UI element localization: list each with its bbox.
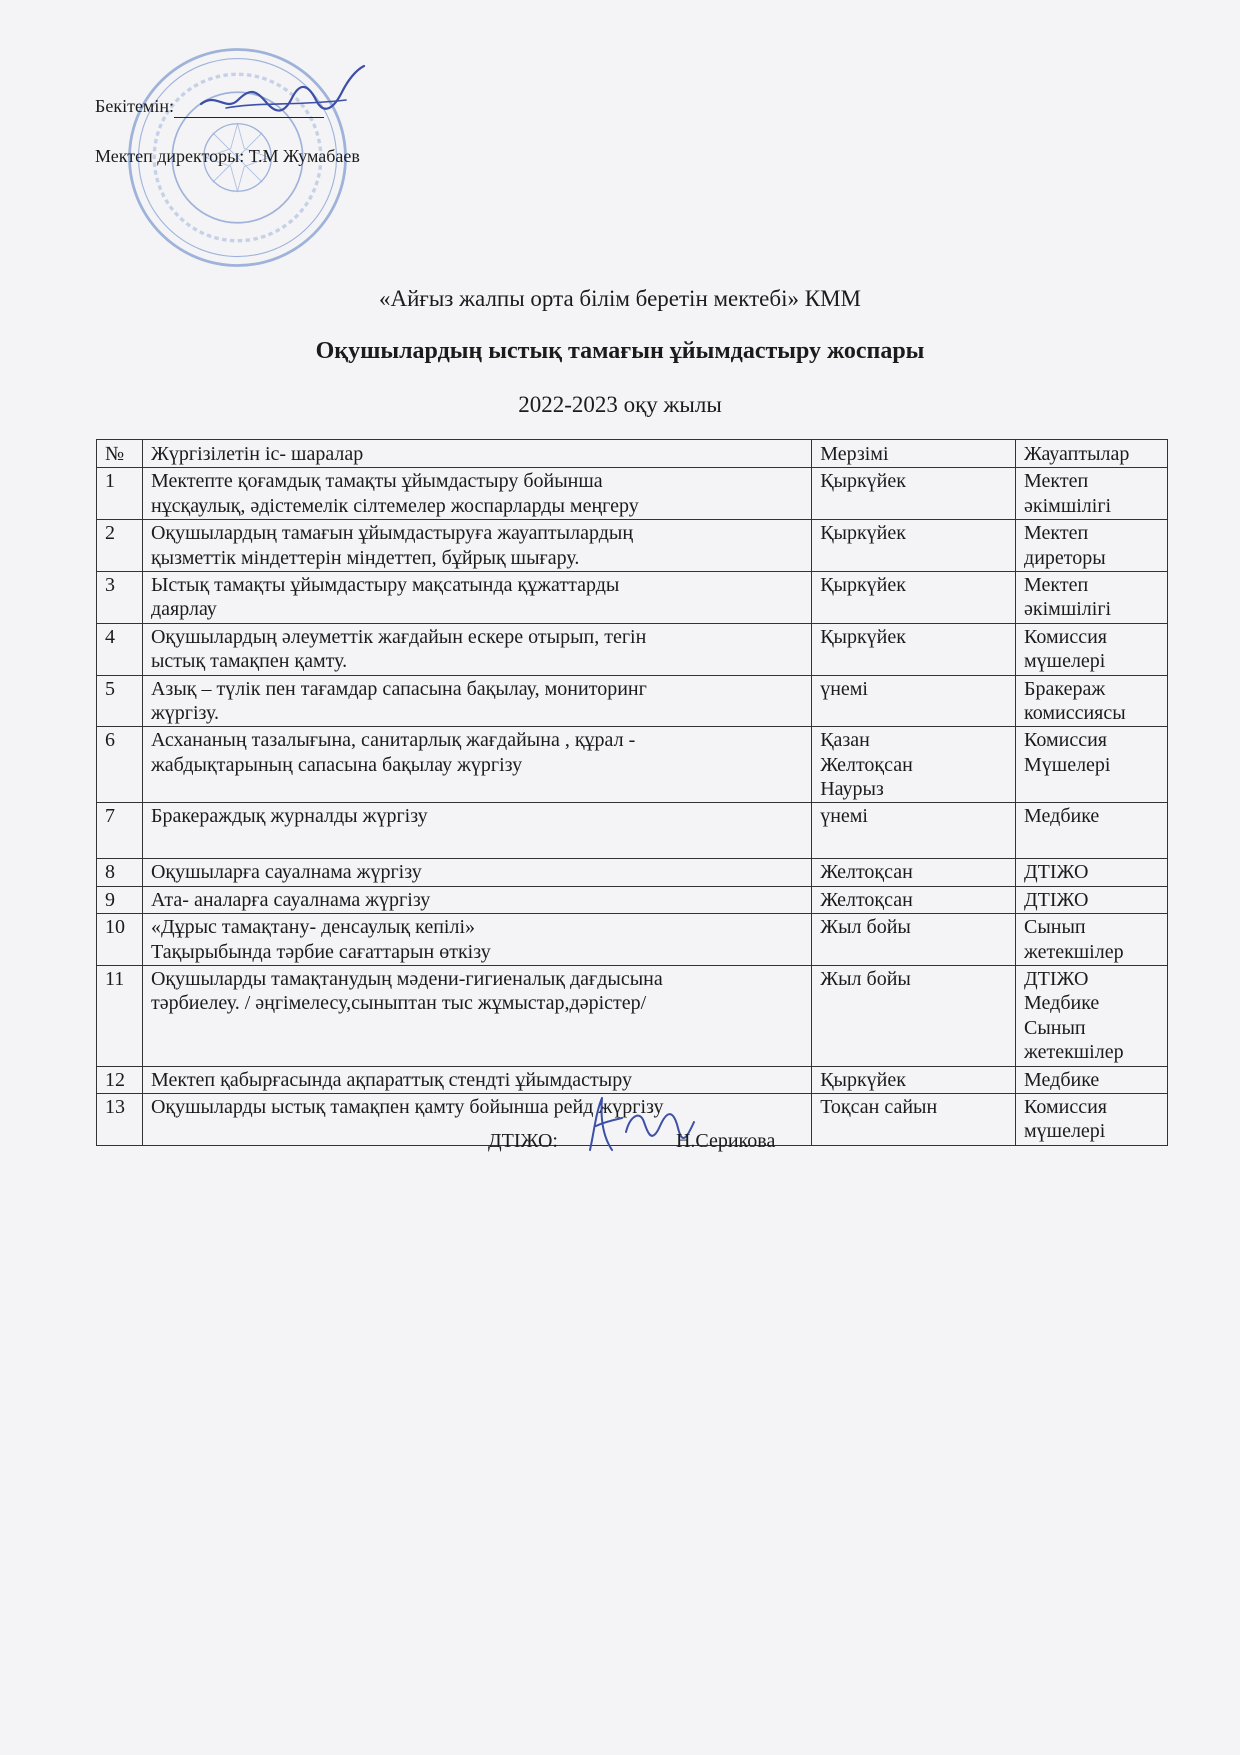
row-number: 1 bbox=[97, 468, 143, 520]
deadline-cell bbox=[812, 859, 1016, 886]
responsible-cell-line: мүшелері bbox=[1024, 650, 1106, 673]
table-row bbox=[97, 468, 1168, 520]
row-number: 7 bbox=[97, 803, 143, 859]
responsible-cell-line: Сынып bbox=[1024, 916, 1086, 939]
responsible-cell-line: Комиссия bbox=[1024, 1095, 1107, 1118]
deadline-cell bbox=[812, 886, 1016, 913]
footer-signoff bbox=[488, 1130, 775, 1153]
responsible-cell bbox=[1016, 727, 1168, 803]
activity-cell bbox=[142, 886, 811, 913]
deadline-cell-line: Жыл бойы bbox=[820, 968, 911, 991]
table-row bbox=[97, 859, 1168, 886]
activity-cell-line: Мектеп қабырғасында ақпараттық стендті ұйымдастыру bbox=[150, 1068, 632, 1091]
activity-cell bbox=[142, 623, 811, 675]
activity-cell bbox=[142, 675, 811, 727]
responsible-cell bbox=[1016, 571, 1168, 623]
responsible-cell-line: Комиссия bbox=[1024, 625, 1107, 648]
table-row bbox=[97, 520, 1168, 572]
responsible-cell-line: Мектеп bbox=[1024, 573, 1089, 596]
activity-cell-line: Оқушыларға сауалнама жүргізу bbox=[150, 861, 422, 884]
table-row bbox=[97, 675, 1168, 727]
deadline-cell bbox=[812, 803, 1016, 859]
activity-cell-line: Оқушыларды тамақтанудың мәдени-гигиеналық дағдысына bbox=[150, 968, 663, 991]
activity-cell bbox=[142, 803, 811, 859]
table-row bbox=[97, 914, 1168, 966]
activity-cell bbox=[142, 966, 811, 1067]
deadline-cell bbox=[812, 727, 1016, 803]
responsible-cell-line: Комиссия bbox=[1024, 729, 1107, 752]
responsible-cell bbox=[1016, 675, 1168, 727]
activity-cell bbox=[142, 727, 811, 803]
responsible-cell-line: мүшелері bbox=[1024, 1120, 1106, 1143]
deadline-cell-line: Қыркүйек bbox=[820, 1068, 906, 1091]
document-title: Оқушылардың ыстық тамағын ұйымдастыру жоспары bbox=[315, 338, 925, 364]
activity-cell-line: қызметтік міндеттерін міндеттеп, бұйрық шығару. bbox=[150, 546, 580, 569]
approve-label: Бекітемін: bbox=[95, 96, 174, 116]
responsible-cell bbox=[1016, 623, 1168, 675]
table-row bbox=[97, 727, 1168, 803]
activity-cell bbox=[142, 859, 811, 886]
responsible-cell-line: әкімшілігі bbox=[1024, 494, 1112, 517]
column-header-deadline: Мерзімі bbox=[812, 440, 1016, 468]
responsible-cell bbox=[1016, 803, 1168, 859]
deadline-cell bbox=[812, 520, 1016, 572]
activity-cell-line: тәрбиелеу. / әңгімелесу,сыныптан тыс жұмыстар,дәрістер/ bbox=[150, 992, 647, 1015]
deadline-cell-line: Қыркүйек bbox=[820, 573, 906, 596]
table-row bbox=[97, 886, 1168, 913]
row-number: 10 bbox=[97, 914, 143, 966]
academic-year: 2022-2023 оқу жылы bbox=[518, 392, 722, 417]
footer-signer-name: Н.Серикова bbox=[675, 1130, 776, 1152]
responsible-cell bbox=[1016, 1066, 1168, 1093]
table-row bbox=[97, 623, 1168, 675]
deadline-cell-line: Наурыз bbox=[820, 778, 884, 801]
activity-cell-line: жүргізу. bbox=[150, 701, 220, 724]
deadline-cell-line: Желтоқсан bbox=[820, 888, 913, 911]
table-row bbox=[97, 966, 1168, 1067]
deadline-cell bbox=[812, 623, 1016, 675]
activity-cell-line: Ата- аналарға сауалнама жүргізу bbox=[150, 888, 431, 911]
deadline-cell-line: Желтоқсан bbox=[820, 861, 913, 884]
responsible-cell-line: комиссиясы bbox=[1024, 701, 1126, 724]
table-header-row bbox=[97, 440, 1168, 468]
activity-cell-line: Асхананың тазалығына, санитарлық жағдайына , құрал - bbox=[150, 729, 636, 752]
responsible-cell-line: Бракераж bbox=[1024, 677, 1106, 700]
plan-table-body bbox=[97, 468, 1168, 1145]
deadline-cell bbox=[812, 1093, 1016, 1145]
deadline-cell bbox=[812, 468, 1016, 520]
column-header-number: № bbox=[97, 440, 143, 468]
activity-cell-line: Азық – түлік пен тағамдар сапасына бақылау, мониторинг bbox=[150, 677, 647, 700]
deadline-cell bbox=[812, 571, 1016, 623]
responsible-cell bbox=[1016, 1093, 1168, 1145]
activity-cell-line: Тақырыбында тәрбие сағаттарын өткізу bbox=[150, 940, 491, 963]
responsible-cell-line: Сынып bbox=[1024, 1016, 1086, 1039]
activity-cell bbox=[142, 468, 811, 520]
responsible-cell-line: ДТІЖО bbox=[1024, 861, 1089, 884]
activity-cell bbox=[142, 1066, 811, 1093]
responsible-cell-line: жетекшілер bbox=[1024, 1041, 1124, 1064]
row-number: 5 bbox=[97, 675, 143, 727]
activity-cell bbox=[142, 914, 811, 966]
row-number: 13 bbox=[97, 1093, 143, 1145]
plan-table bbox=[96, 439, 1168, 1146]
deadline-cell bbox=[812, 1066, 1016, 1093]
activity-cell-line: Оқушылардың әлеуметтік жағдайын ескере отырып, тегін bbox=[150, 625, 647, 648]
responsible-cell-line: Мектеп bbox=[1024, 522, 1089, 545]
deadline-cell bbox=[812, 966, 1016, 1067]
deadline-cell bbox=[812, 675, 1016, 727]
activity-cell bbox=[142, 571, 811, 623]
footer-position: ДТІЖО: bbox=[488, 1130, 558, 1152]
responsible-cell-line: Мектеп bbox=[1024, 470, 1089, 493]
deadline-cell-line: Жыл бойы bbox=[820, 916, 911, 939]
deadline-cell-line: үнемі bbox=[820, 805, 868, 828]
activity-cell-line: нұсқаулық, әдістемелік сілтемелер жоспарларды меңгеру bbox=[150, 494, 639, 517]
deadline-cell-line: Қыркүйек bbox=[820, 625, 906, 648]
activity-cell-line: жабдықтарының сапасына бақылау жүргізу bbox=[150, 753, 523, 776]
deadline-cell bbox=[812, 914, 1016, 966]
row-number: 9 bbox=[97, 886, 143, 913]
row-number: 4 bbox=[97, 623, 143, 675]
responsible-cell bbox=[1016, 859, 1168, 886]
responsible-cell bbox=[1016, 914, 1168, 966]
deadline-cell-line: Қазан bbox=[820, 729, 870, 752]
row-number: 6 bbox=[97, 727, 143, 803]
row-number: 12 bbox=[97, 1066, 143, 1093]
responsible-cell-line: ДТІЖО bbox=[1024, 888, 1089, 911]
responsible-cell-line: Мүшелері bbox=[1024, 753, 1111, 776]
column-header-responsible: Жауаптылар bbox=[1016, 440, 1168, 468]
deadline-cell-line: үнемі bbox=[820, 677, 868, 700]
column-header-activity: Жүргізілетін іс- шаралар bbox=[142, 440, 811, 468]
responsible-cell-line: жетекшілер bbox=[1024, 940, 1124, 963]
responsible-cell bbox=[1016, 468, 1168, 520]
activity-cell bbox=[142, 520, 811, 572]
activity-cell-line: даярлау bbox=[150, 598, 217, 621]
responsible-cell-line: әкімшілігі bbox=[1024, 598, 1112, 621]
responsible-cell-line: Медбике bbox=[1024, 1068, 1100, 1091]
activity-cell-line: Оқушылардың тамағын ұйымдастыруға жауаптылардың bbox=[150, 522, 634, 545]
activity-cell-line: Оқушыларды ыстық тамақпен қамту бойынша рейд жүргізу bbox=[150, 1095, 664, 1118]
signature-line bbox=[174, 103, 324, 118]
responsible-cell-line: диреторы bbox=[1024, 546, 1106, 569]
organization-name: «Айғыз жалпы орта білім беретін мектебі» КММ bbox=[379, 286, 861, 311]
responsible-cell-line: Медбике bbox=[1024, 992, 1100, 1015]
director-line: Мектеп директоры: Т.М Жумабаев bbox=[95, 146, 360, 166]
activity-cell-line: Мектепте қоғамдық тамақты ұйымдастыру бойынша bbox=[150, 470, 603, 493]
responsible-cell bbox=[1016, 520, 1168, 572]
row-number: 11 bbox=[97, 966, 143, 1067]
responsible-cell-line: ДТІЖО bbox=[1024, 968, 1089, 991]
responsible-cell bbox=[1016, 886, 1168, 913]
table-row bbox=[97, 803, 1168, 859]
table-row bbox=[97, 1066, 1168, 1093]
responsible-cell-line: Медбике bbox=[1024, 805, 1100, 828]
activity-cell-line: Бракераждық журналды жүргізу bbox=[150, 805, 428, 828]
activity-cell-line: ыстық тамақпен қамту. bbox=[150, 650, 348, 673]
deadline-cell-line: Қыркүйек bbox=[820, 470, 906, 493]
activity-cell-line: Ыстық тамақты ұйымдастыру мақсатында құжаттарды bbox=[150, 573, 620, 596]
row-number: 2 bbox=[97, 520, 143, 572]
row-number: 3 bbox=[97, 571, 143, 623]
deadline-cell-line: Қыркүйек bbox=[820, 522, 906, 545]
table-row bbox=[97, 571, 1168, 623]
row-number: 8 bbox=[97, 859, 143, 886]
deadline-cell-line: Желтоқсан bbox=[820, 753, 913, 776]
activity-cell-line: «Дұрыс тамақтану- денсаулық кепілі» bbox=[150, 916, 476, 939]
deadline-cell-line: Тоқсан сайын bbox=[820, 1095, 938, 1118]
responsible-cell bbox=[1016, 966, 1168, 1067]
